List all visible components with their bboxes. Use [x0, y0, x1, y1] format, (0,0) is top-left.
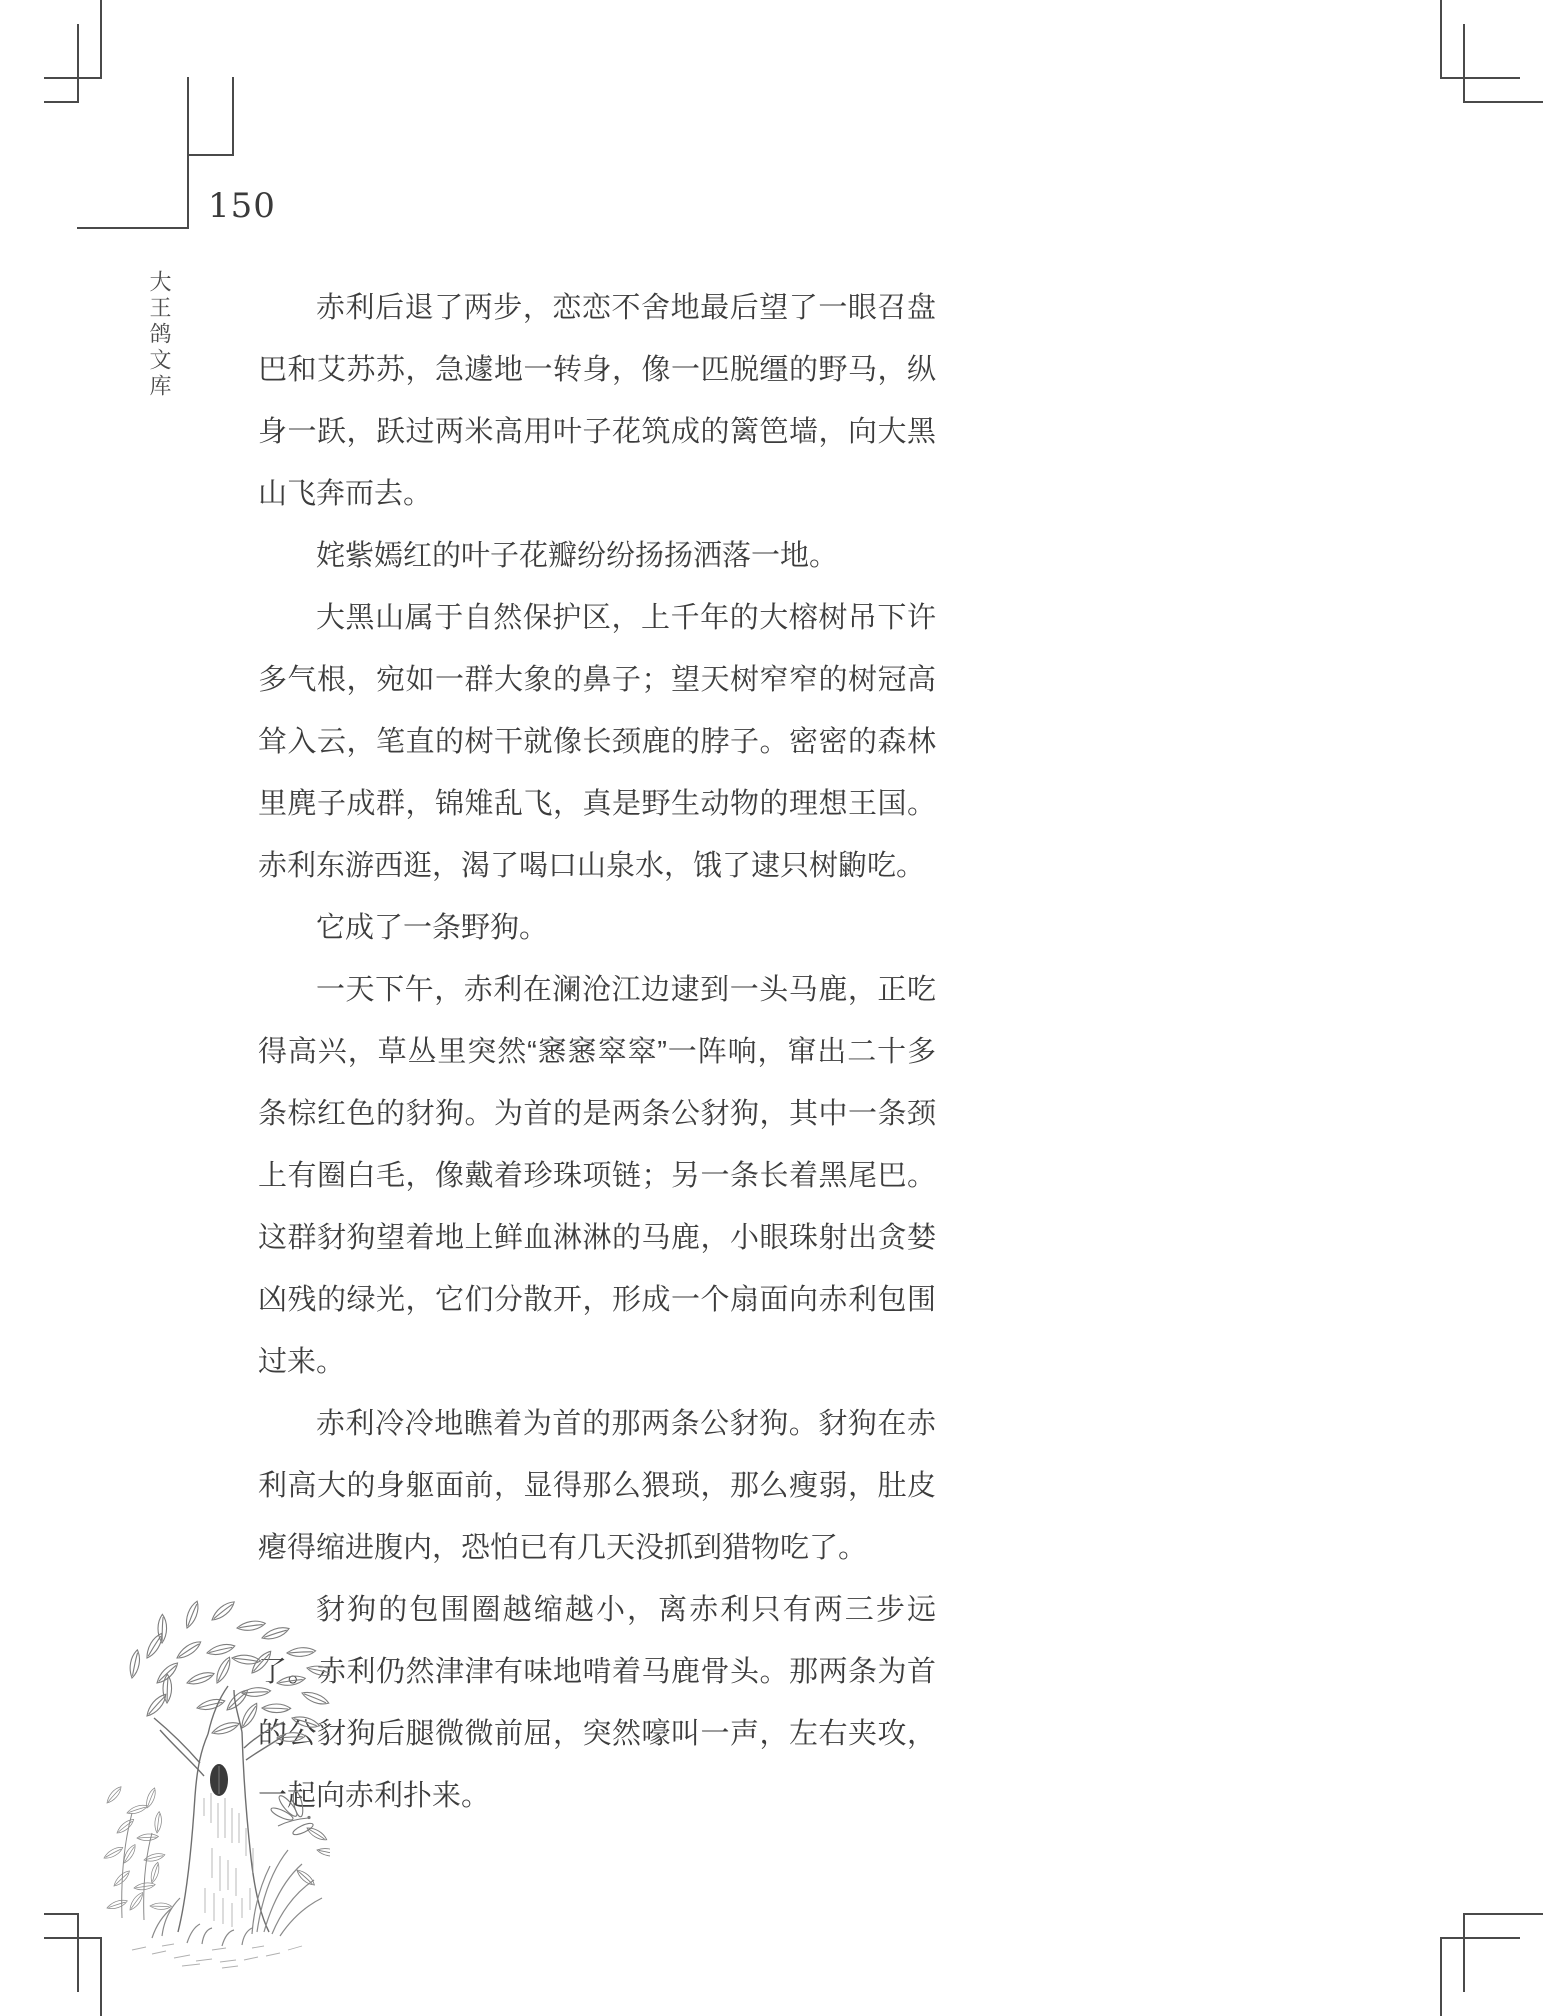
crop-mark-line: [44, 1913, 79, 1915]
paragraph: 豺狗的包围圈越缩越小，离赤利只有两三步远了。赤利仍然津津有味地啃着马鹿骨头。那两条为首的公豺狗后腿微微前屈，突然嚎叫一声，左右夹攻，一起向赤利扑来。: [258, 1594, 936, 1812]
crop-mark-line: [1463, 1913, 1543, 1915]
crop-mark-line: [1440, 0, 1442, 79]
dragonfly-icon: [270, 1790, 315, 1836]
paragraph: 大黑山属于自然保护区，上千年的大榕树吊下许多气根，宛如一群大象的鼻子；望天树窄窄的树冠高耸入云，笔直的树干就像长颈鹿的脖子。密密的森林里麂子成群，锦雉乱飞，真是野生动物的理想王国。赤利东游西逛，渴了喝口山泉水，饿了逮只树鼩吃。: [258, 602, 936, 882]
paragraph: 它成了一条野狗。: [316, 912, 549, 944]
paragraph: 一天下午，赤利在澜沧江边逮到一头马鹿，正吃得高兴，草丛里突然“窸窸窣窣”一阵响，窜出二十多条棕红色的豺狗。为首的是两条公豺狗，其中一条颈上有圈白毛，像戴着珍珠项链；另一条长着黑尾巴。这群豺狗望着地上鲜血淋淋的马鹿，小眼珠射出贪婪凶残的绿光，它们分散开，形成一个扇面向赤利包围过来。: [258, 974, 936, 1378]
tree-trunk: [154, 1686, 286, 1932]
page-number-bracket-line: [187, 77, 189, 229]
paragraph: 赤利后退了两步，恋恋不舍地最后望了一眼召盘巴和艾苏苏，急遽地一转身，像一匹脱缰的野马，纵身一跃，跃过两米高用叶子花筑成的篱笆墙，向大黑山飞奔而去。: [258, 292, 936, 510]
crop-mark-line: [77, 24, 79, 103]
series-title-vertical: 大王鸽文库: [147, 270, 172, 400]
page-number-bracket-line: [77, 227, 189, 229]
crop-mark-line: [1440, 1937, 1520, 1939]
crop-mark-line: [44, 101, 79, 103]
foliage: [121, 1601, 330, 1889]
paragraph: 姹紫嫣红的叶子花瓣纷纷扬扬洒落一地。: [316, 540, 839, 572]
page-number-bracket-line: [187, 154, 234, 156]
crop-mark-line: [1463, 24, 1465, 103]
crop-mark-line: [77, 1913, 79, 1992]
crop-mark-line: [1440, 77, 1520, 79]
tree-sketch-illustration: [92, 1598, 330, 1970]
crop-mark-line: [1463, 101, 1543, 103]
page-number-bracket-line: [232, 77, 234, 156]
page-number: 150: [208, 186, 276, 226]
crop-mark-line: [100, 0, 102, 79]
cicada-icon: [210, 1764, 228, 1796]
crop-mark-line: [44, 77, 102, 79]
bark-hatching: [204, 1793, 253, 1927]
crop-mark-line: [1463, 1913, 1465, 1992]
ground-shading: [132, 1944, 302, 1968]
paragraph: 赤利冷冷地瞧着为首的那两条公豺狗。豺狗在赤利高大的身躯面前，显得那么猥琐，那么瘦弱，肚皮瘪得缩进腹内，恐怕已有几天没抓到猎物吃了。: [258, 1408, 936, 1564]
story-text-block: [258, 277, 936, 1827]
bush: [103, 1787, 171, 1920]
crop-mark-line: [1440, 1937, 1442, 2016]
